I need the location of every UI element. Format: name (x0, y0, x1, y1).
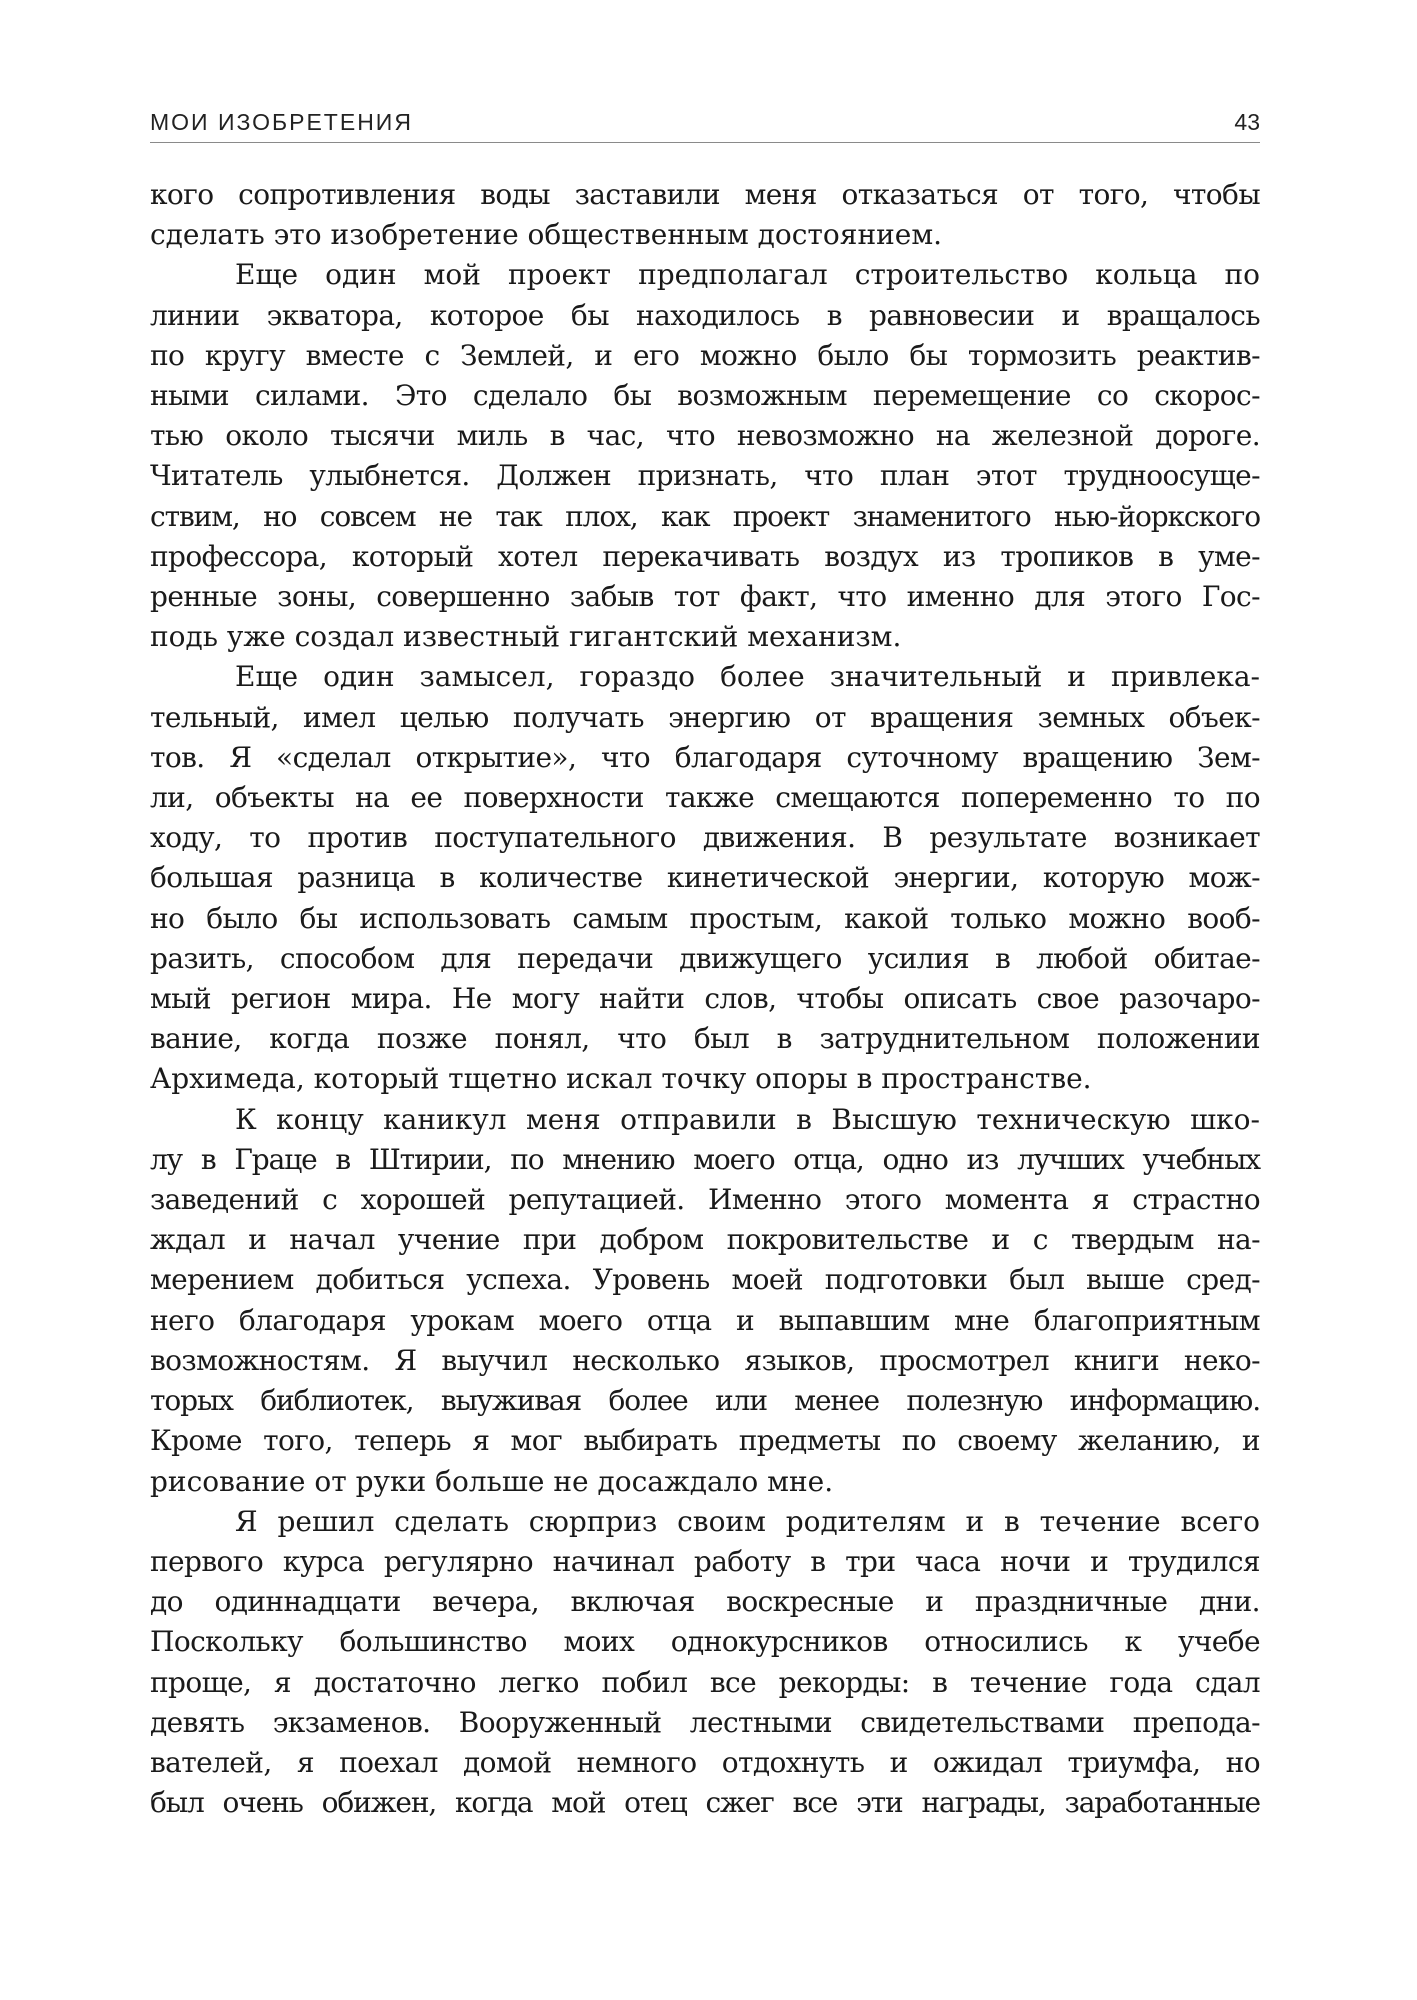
text-line: лу в Граце в Штирии, по мнению моего отца, одно из лучших учебных (150, 1142, 1260, 1176)
text-line: Я решил сделать сюрприз своим родителям и в течение всего (235, 1504, 1260, 1538)
text-line: большая разница в количестве кинетической энергии, которую мож- (150, 861, 1260, 895)
text-line: ными силами. Это сделало бы возможным перемещение со скорос- (150, 379, 1260, 413)
text-line: тью около тысячи миль в час, что невозможно на железной дороге. (150, 419, 1260, 453)
running-title: МОИ ИЗОБРЕТЕНИЯ (150, 109, 413, 135)
text-line: мерением добиться успеха. Уровень моей подготовки был выше сред- (150, 1263, 1260, 1297)
text-line: него благодаря урокам моего отца и выпавшим мне благоприятным (150, 1303, 1260, 1337)
page-number: 43 (1234, 109, 1260, 135)
text-line: ходу, то против поступательного движения. В результате возникает (150, 821, 1260, 855)
text-line: первого курса регулярно начинал работу в три часа ночи и трудился (150, 1544, 1260, 1578)
text-line: Архимеда, который тщетно искал точку опоры в пространстве. (150, 1062, 1092, 1096)
text-line: тов. Я «сделал открытие», что благодаря суточному вращению Зем- (150, 740, 1260, 774)
text-line: заведений с хорошей репутацией. Именно этого момента я страстно (150, 1183, 1260, 1217)
text-line: Читатель улыбнется. Должен признать, что план этот трудноосуще- (150, 459, 1260, 493)
text-line: ренные зоны, совершенно забыв тот факт, что именно для этого Гос- (150, 580, 1260, 614)
text-line: был очень обижен, когда мой отец сжег все эти награды, заработанные (150, 1786, 1260, 1820)
text-line: ли, объекты на ее поверхности также смещаются попеременно то по (150, 781, 1260, 815)
running-header (150, 108, 1260, 143)
text-line: проще, я достаточно легко побил все рекорды: в течение года сдал (150, 1665, 1260, 1699)
text-line: мый регион мира. Не могу найти слов, чтобы описать свое разочаро- (150, 982, 1260, 1016)
text-line: Еще один мой проект предполагал строительство кольца по (235, 258, 1260, 292)
text-line: профессора, который хотел перекачивать воздух из тропиков в уме- (150, 539, 1260, 573)
body-text (150, 175, 1260, 1823)
text-line: подь уже создал известный гигантский механизм. (150, 620, 902, 654)
text-line: Кроме того, теперь я мог выбирать предметы по своему желанию, и (150, 1424, 1260, 1458)
text-line: девять экзаменов. Вооруженный лестными свидетельствами препода- (150, 1705, 1260, 1739)
text-line: до одиннадцати вечера, включая воскресные и праздничные дни. (150, 1585, 1260, 1619)
text-line: кого сопротивления воды заставили меня отказаться от того, чтобы (150, 178, 1260, 211)
text-line: торых библиотек, выуживая более или менее полезную информацию. (150, 1384, 1260, 1418)
text-line: тельный, имел целью получать энергию от вращения земных объек- (150, 700, 1260, 734)
text-line: ждал и начал учение при добром покровительстве и с твердым на- (150, 1223, 1260, 1257)
text-line: вание, когда позже понял, что был в затруднительном положении (150, 1022, 1260, 1056)
text-line: Поскольку большинство моих однокурсников относились к учебе (150, 1625, 1260, 1659)
text-line: по кругу вместе с Землей, и его можно было бы тормозить реактив- (150, 338, 1260, 372)
text-line: линии экватора, которое бы находилось в равновесии и вращалось (150, 298, 1260, 332)
text-line: рисование от руки больше не досаждало мне. (150, 1464, 834, 1498)
text-line: сделать это изобретение общественным достоянием. (150, 218, 943, 252)
text-line: ствим, но совсем не так плох, как проект знаменитого нью-йоркского (150, 499, 1260, 533)
text-line: разить, способом для передачи движущего усилия в любой обитае- (150, 941, 1260, 975)
text-line: возможностям. Я выучил несколько языков, просмотрел книги неко- (150, 1343, 1260, 1377)
text-line: Еще один замысел, гораздо более значительный и привлека- (235, 660, 1260, 694)
text-line: но было бы использовать самым простым, какой только можно вооб- (150, 901, 1260, 935)
text-line: К концу каникул меня отправили в Высшую техническую шко- (235, 1102, 1260, 1136)
text-line: вателей, я поехал домой немного отдохнуть и ожидал триумфа, но (150, 1745, 1260, 1779)
